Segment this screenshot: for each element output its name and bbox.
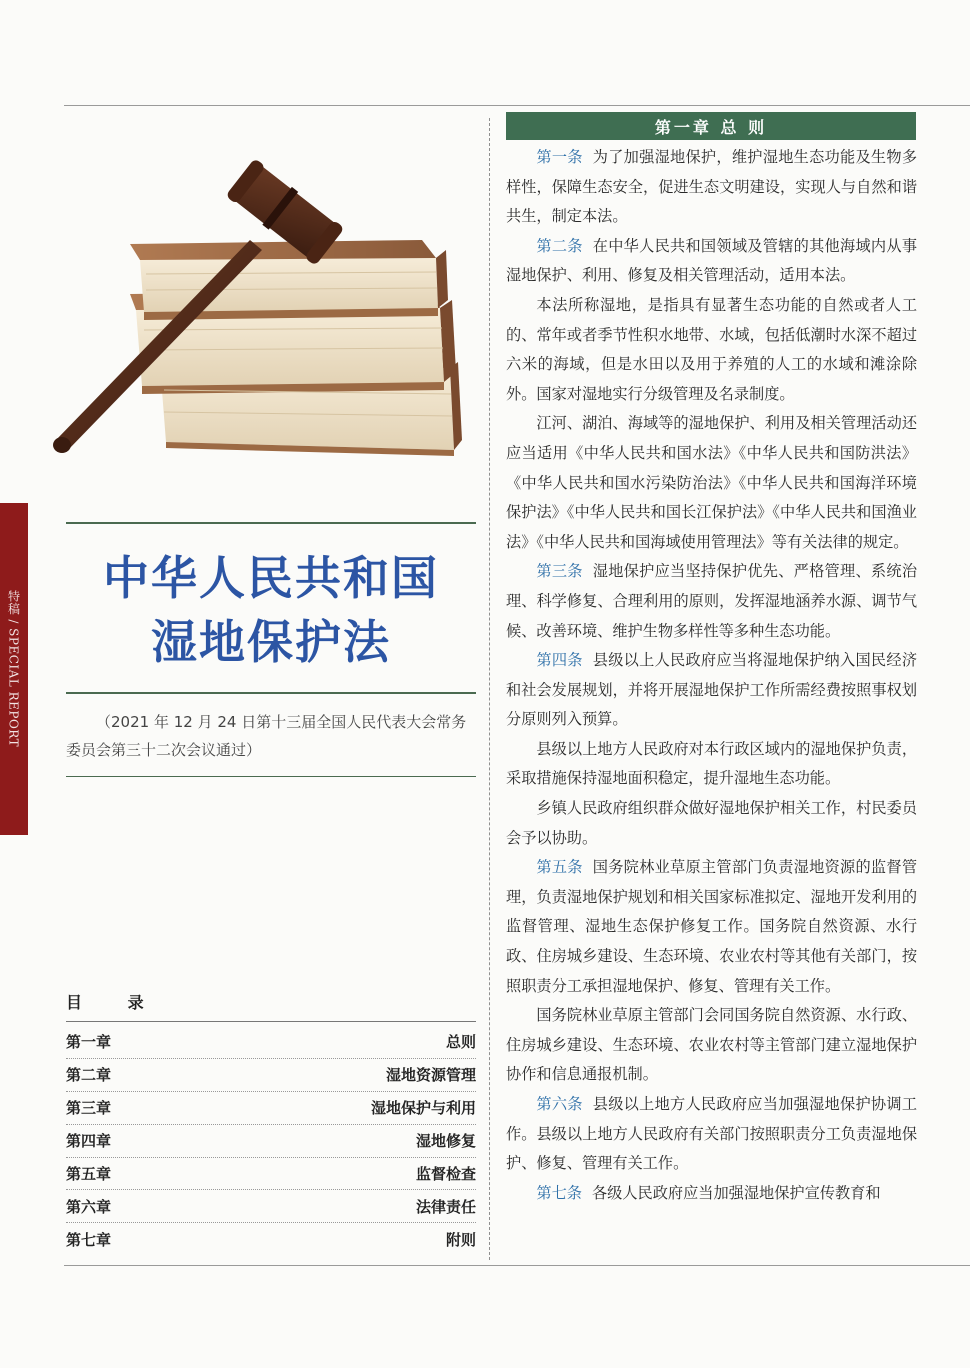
toc-chapter-name: 总则 (445, 1033, 476, 1052)
toc-chapter-name: 湿地资源管理 (385, 1066, 476, 1085)
toc-heading: 目 录 (66, 993, 164, 1012)
toc-chapter: 第六章 (66, 1197, 112, 1216)
law-text (506, 143, 917, 1208)
title-rule-bottom (66, 692, 476, 694)
toc-item[interactable] (66, 1026, 476, 1059)
subtitle-rule (66, 776, 476, 777)
paragraph (506, 291, 917, 409)
paragraph-text: 县级以上地方人民政府应当加强湿地保护协调工作。县级以上地方人民政府有关部门按照职责分工负责湿地保护、修复、管理有关工作。 (506, 1095, 917, 1173)
column-divider (489, 118, 490, 1260)
toc-chapter: 第二章 (66, 1066, 112, 1085)
toc-chapter: 第四章 (66, 1132, 112, 1151)
paragraph (506, 853, 917, 1001)
paragraph-text: 为了加强湿地保护，维护湿地生态功能及生物多样性，保障生态安全，促进生态文明建设，实现人与自然和谐共生，制定本法。 (506, 148, 917, 226)
paragraph-text: 湿地保护应当坚持保护优先、严格管理、系统治理、科学修复、合理利用的原则，发挥湿地涵养水源、调节气候、改善环境、维护生物多样性等多种生态功能。 (506, 562, 917, 640)
article-number: 第五条 (536, 858, 583, 877)
paragraph (506, 646, 917, 735)
toc-chapter-name: 湿地保护与利用 (370, 1099, 476, 1118)
paragraph-text: 国务院林业草原主管部门会同国务院自然资源、水行政、住房城乡建设、生态环境、农业农村等主管部门建立湿地保护协作和信息通报机制。 (506, 1006, 917, 1084)
toc-chapter-name: 附则 (445, 1230, 476, 1249)
section-tab-label: 特稿 / SPECIAL REPORT (6, 590, 21, 748)
paragraph (506, 794, 917, 853)
toc-chapter-name: 监督检查 (415, 1165, 476, 1183)
section-tab (0, 503, 28, 835)
toc-chapter: 第五章 (66, 1165, 112, 1183)
paragraph (506, 735, 917, 794)
paragraph (506, 1090, 917, 1179)
toc-item[interactable] (66, 1190, 476, 1223)
gavel-books-illustration (50, 150, 470, 470)
toc-item[interactable] (66, 1092, 476, 1125)
toc-item[interactable] (66, 1223, 476, 1255)
table-of-contents (66, 1026, 476, 1255)
paragraph-text: 国务院林业草原主管部门负责湿地资源的监督管理，负责湿地保护规划和相关国家标准拟定、湿地开发利用的监督管理、湿地生态保护修复工作。国务院自然资源、水行政、住房城乡建设、生态环境、农业农村等其他有关部门，按照职责分工承担湿地保护、修复、管理有关工作。 (506, 858, 917, 995)
toc-chapter-name: 法律责任 (415, 1197, 476, 1216)
toc-chapter-name: 湿地修复 (415, 1132, 476, 1151)
paragraph (506, 1179, 917, 1209)
article-number: 第六条 (536, 1095, 583, 1113)
toc-chapter: 第三章 (66, 1099, 112, 1118)
top-rule (64, 105, 970, 106)
toc-chapter: 第七章 (66, 1230, 112, 1249)
article-number: 第二条 (536, 236, 583, 255)
paragraph-text: 各级人民政府应当加强湿地保护宣传教育和 (591, 1183, 881, 1202)
adoption-note: （2021 年 12 月 24 日第十三届全国人民代表大会常务委员会第三十二次会议通过） (66, 713, 467, 759)
article-number: 第一条 (536, 148, 583, 166)
paragraph (506, 557, 917, 646)
toc-rule (66, 1021, 476, 1022)
title-line-2: 湿地保护法 (151, 615, 391, 669)
title-line-1: 中华人民共和国 (103, 551, 439, 605)
paragraph-text: 县级以上人民政府应当将湿地保护纳入国民经济和社会发展规划，并将开展湿地保护工作所需经费按照事权划分原则列入预算。 (506, 651, 917, 729)
toc-chapter: 第一章 (66, 1033, 112, 1052)
page-title (66, 546, 476, 674)
paragraph-text: 在中华人民共和国领域及管辖的其他海域内从事湿地保护、利用、修复及相关管理活动，适用本法。 (506, 236, 917, 285)
chapter-header: 第一章 总 则 (506, 112, 916, 140)
paragraph (506, 409, 917, 557)
paragraph-text: 江河、湖泊、海域等的湿地保护、利用及相关管理活动还应当适用《中华人民共和国水法》《中华人民共和国防洪法》《中华人民共和国水污染防治法》《中华人民共和国海洋环境保护法》《中华人民共和国长江保护法》《中华人民共和国渔业法》《中华人民共和国海域使用管理法》等有关法律的规定。 (506, 414, 917, 551)
toc-item[interactable] (66, 1059, 476, 1092)
toc-item[interactable] (66, 1125, 476, 1158)
bottom-rule (64, 1265, 970, 1266)
title-rule-top (66, 522, 476, 524)
article-number: 第三条 (536, 562, 583, 581)
paragraph-text: 乡镇人民政府组织群众做好湿地保护相关工作，村民委员会予以协助。 (506, 799, 917, 847)
paragraph (506, 143, 917, 232)
article-number: 第七条 (536, 1183, 582, 1202)
toc-item[interactable] (66, 1158, 476, 1191)
paragraph (506, 1001, 917, 1090)
paragraph-text: 本法所称湿地，是指具有显著生态功能的自然或者人工的、常年或者季节性积水地带、水域，包括低潮时水深不超过六米的海域，但是水田以及用于养殖的人工的水域和滩涂除外。国家对湿地实行分级管理及名录制度。 (506, 295, 917, 403)
paragraph-text: 县级以上地方人民政府对本行政区域内的湿地保护负责，采取措施保持湿地面积稳定，提升湿地生态功能。 (506, 739, 917, 788)
paragraph (506, 232, 917, 291)
article-number: 第四条 (536, 651, 583, 670)
